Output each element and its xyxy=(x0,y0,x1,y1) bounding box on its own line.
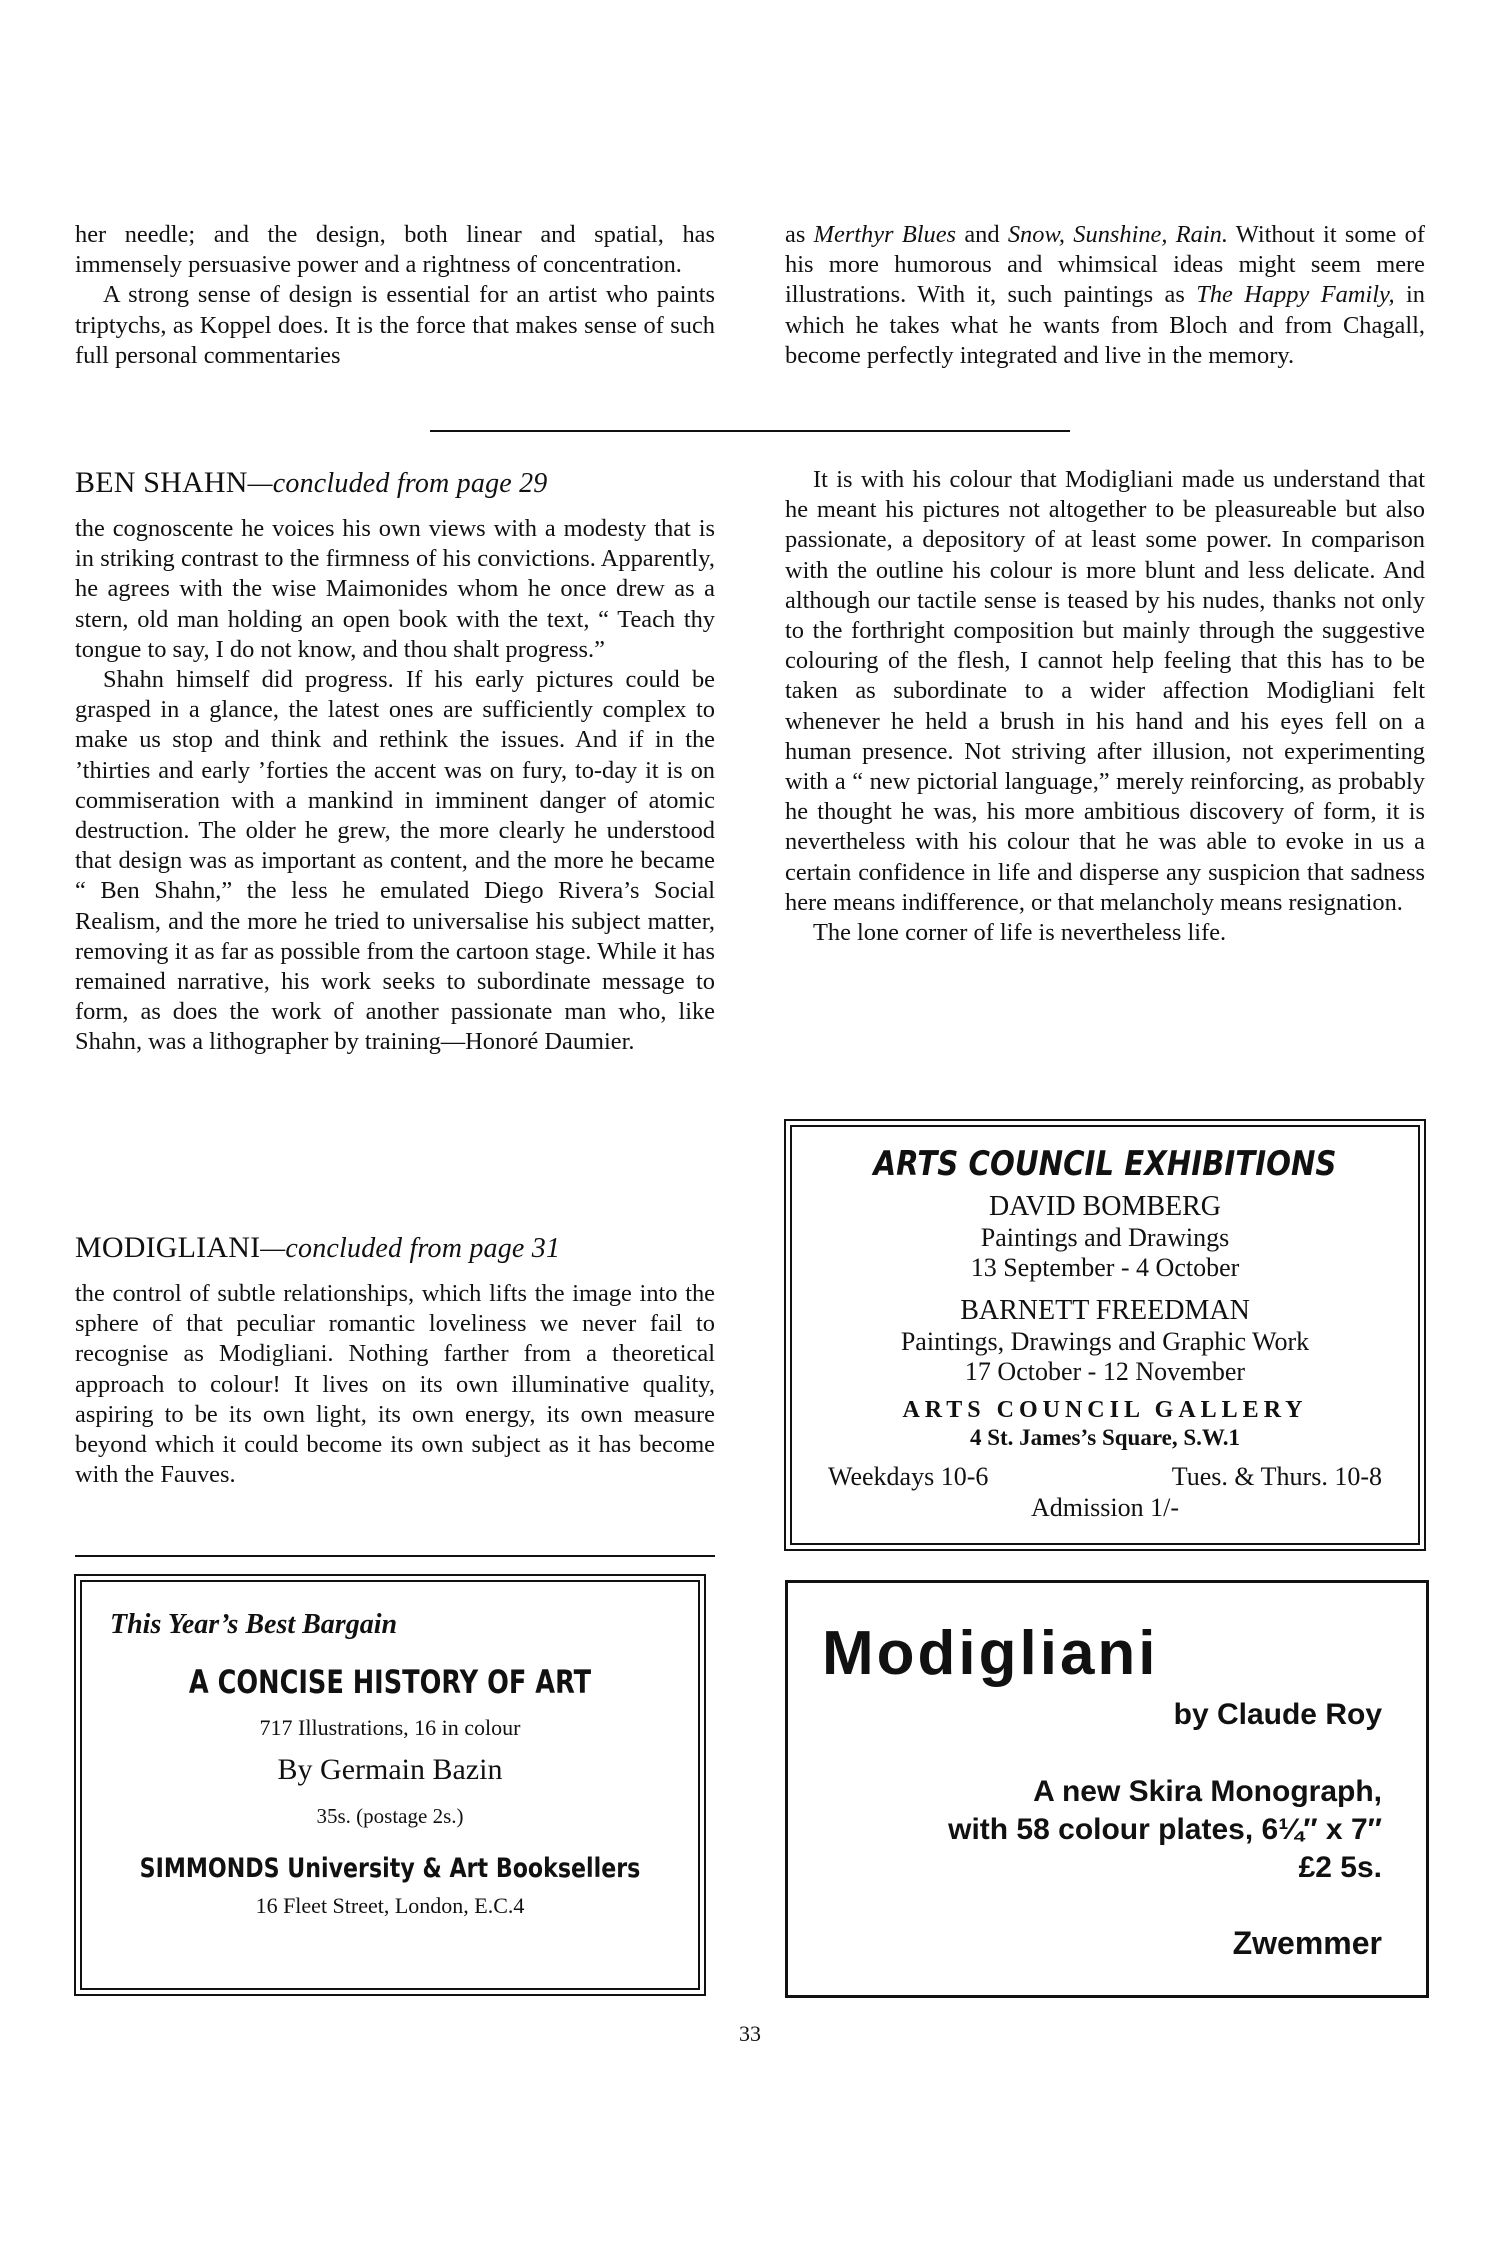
skira-ad xyxy=(785,1580,1429,1998)
exhibition-dates: 13 September - 4 October xyxy=(970,1253,1240,1282)
exhibition-description: Paintings and Drawings xyxy=(980,1223,1230,1252)
heading-suffix: —concluded from page 29 xyxy=(247,468,548,499)
exhibition-name: DAVID BOMBERG xyxy=(988,1191,1222,1222)
paragraph: Shahn himself did progress. If his early pictures could be grasped in a glance, the latest ones are sufficiently complex to make us stop and think and rethink the issues. And if in the ’thirties and early ’forties the accent was on fury, to-day it is on commiseration with a mankind in imminent danger of atomic destruction. The older he grew, the more clearly he understood that design was as important as content, and the more he became “ Ben Shahn,” the less he emulated Diego Rivera’s Social Realism, and the more he tried to universalise his subject matter, removing it as far as possible from the cartoon stage. While it has remained narrative, his work seeks to subordinate message to form, as does the work of another passionate man who, like Shahn, was a lithographer by training—Honoré Daumier. xyxy=(75,666,715,1056)
paragraph: The lone corner of life is nevertheless life. xyxy=(813,919,1227,947)
text: in which he takes what he wants from Bloch and from Chagall, become perfectly integrated and live in the memory. xyxy=(785,281,1425,369)
exhibition-description: Paintings, Drawings and Graphic Work xyxy=(900,1327,1310,1356)
heading-name: MODIGLIANI xyxy=(75,1231,261,1264)
text: Without it some of his more humorous and whimsical ideas might seem mere illustrations. With it, such paintings as xyxy=(785,221,1426,309)
right-column xyxy=(785,465,1425,948)
monograph-line: A new Skira Monograph, xyxy=(1033,1775,1382,1808)
heading-suffix: —concluded from page 31 xyxy=(260,1233,561,1264)
ad-content xyxy=(788,1697,1426,1963)
bargain-heading: This Year’s Best Bargain xyxy=(110,1609,398,1640)
bargain-ad xyxy=(80,1580,700,1990)
arts-council-ad xyxy=(790,1125,1420,1545)
top-right-column xyxy=(785,220,1425,371)
opening-hours xyxy=(792,1461,1418,1493)
monograph-line: with 58 colour plates, 6¼″ x 7″ xyxy=(948,1813,1382,1846)
admission: Admission 1/- xyxy=(1030,1493,1180,1522)
gallery-address: 4 St. James’s Square, S.W.1 xyxy=(969,1425,1241,1450)
text: as xyxy=(785,221,814,248)
hours-tues-thurs: Tues. & Thurs. 10-8 xyxy=(1171,1462,1382,1491)
price: 35s. (postage 2s.) xyxy=(316,1804,464,1828)
illustrations: 717 Illustrations, 16 in colour xyxy=(259,1715,521,1740)
artwork-title: Snow, Sunshine, Rain. xyxy=(1007,221,1228,248)
gallery-name: ARTS COUNCIL GALLERY xyxy=(902,1397,1308,1423)
publisher: Zwemmer xyxy=(1232,1925,1382,1961)
paragraph: the cognoscente he voices his own views with a modesty that is in striking contrast to the firmness of his convictions. Apparently, he agrees with the wise Maimonides whom he once drew as a stern, old man holding an open book with the text, “ Teach thy tongue to say, I do not know, and thou shalt progress.” xyxy=(75,515,715,663)
book-author: By Germain Bazin xyxy=(277,1753,503,1786)
paragraph: her needle; and the design, both linear and spatial, has immensely persuasive power and a rightness of concentration. xyxy=(75,221,715,279)
bookseller-address: 16 Fleet Street, London, E.C.4 xyxy=(255,1893,525,1918)
bookseller: SIMMONDS University & Art Booksellers xyxy=(139,1853,641,1884)
paragraph xyxy=(785,220,1425,371)
top-left-column xyxy=(75,220,715,371)
artwork-title: The Happy Family, xyxy=(1196,281,1395,309)
shahn-article xyxy=(75,465,715,1058)
artwork-title: Merthyr Blues xyxy=(813,221,957,248)
text: and xyxy=(956,221,1008,248)
monograph-price: £2 5s. xyxy=(1298,1851,1382,1884)
paragraph: the control of subtle relationships, which lifts the image into the sphere of that peculiar romantic loveliness we never fail to recognise as Modigliani. Nothing farther from a theoretical approach to colour! It lives on its own illuminative quality, aspiring to be its own light, its own energy, its own measure beyond which it could become its own subject as it has become with the Fauves. xyxy=(75,1280,715,1489)
page-number: 33 xyxy=(739,2021,761,2046)
book-title: A CONCISE HISTORY OF ART xyxy=(188,1663,592,1701)
shahn-heading xyxy=(75,465,715,502)
paragraph: It is with his colour that Modigliani made us understand that he meant his pictures not altogether to be pleasureable but also passionate, a depository of at least some power. In comparison with the outline his colour is more blunt and less delicate. And although our tactile sense is teased by his nudes, thanks not only to the forthright composition but mainly through the suggestive colouring of the flesh, I cannot help feeling that this has to be taken as subordinate to a wider affection Modigliani felt whenever he held a brush in his hand and his eyes fell on a human presence. Not striving after illusion, not experimenting with a “ new pictorial language,” merely reinforcing, as probably he thought he was, his more ambitious discovery of form, it is nevertheless with his colour that he was able to evoke in us a certain confidence in life and disperse any suspicion that sadness here means indifference, or that melancholy means resignation. xyxy=(785,466,1425,916)
modigliani-heading xyxy=(75,1230,715,1267)
paragraph: A strong sense of design is essential for an artist who paints triptychs, as Koppel does. It is the force that makes sense of such full personal commentaries xyxy=(75,281,715,369)
ad-title: ARTS COUNCIL EXHIBITIONS xyxy=(873,1144,1337,1184)
heading-name: BEN SHAHN xyxy=(75,466,248,499)
monograph-author: by Claude Roy xyxy=(1173,1698,1382,1731)
hours-weekdays: Weekdays 10-6 xyxy=(828,1462,989,1491)
monograph-title: Modigliani xyxy=(822,1619,1159,1688)
ad-content xyxy=(82,1662,698,1920)
divider xyxy=(430,430,1070,432)
exhibition-name: BARNETT FREEDMAN xyxy=(960,1295,1250,1326)
divider xyxy=(75,1555,715,1557)
modigliani-article xyxy=(75,1230,715,1490)
exhibition-dates: 17 October - 12 November xyxy=(964,1357,1246,1386)
ad-content xyxy=(792,1127,1418,1523)
